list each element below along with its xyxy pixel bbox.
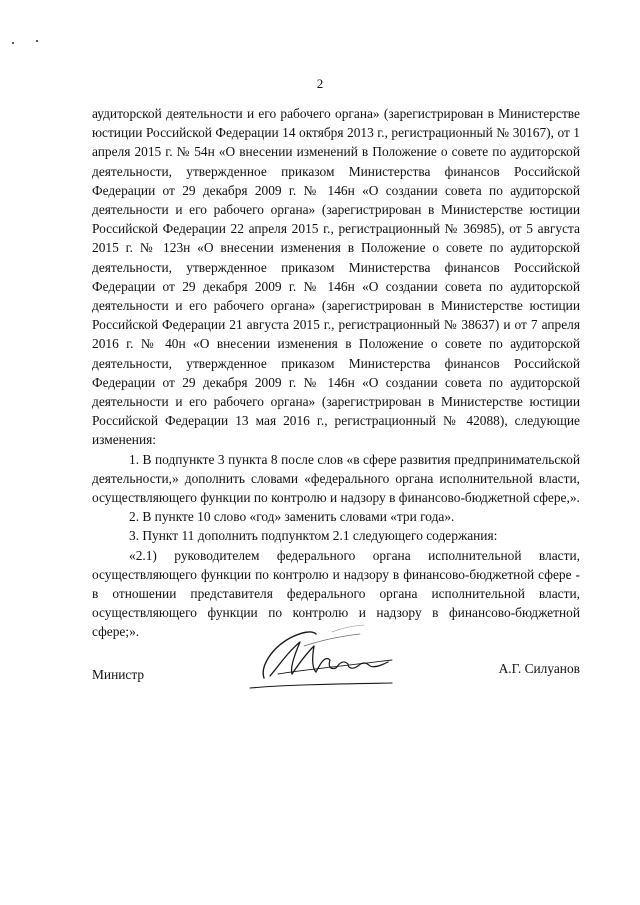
document-body [92,104,580,642]
scan-speck [12,42,14,44]
page-number: 2 [316,76,324,91]
signer-name: А.Г. Силуанов [498,661,580,676]
signer-title: Министр [92,667,145,682]
scan-specks [12,40,42,46]
paragraph-item-2: 2. В пункте 10 слово «год» заменить словами «три года». [129,509,455,525]
paragraph-amendment-list: аудиторской деятельности и его рабочего органа» (зарегистрирован в Министерстве юстиции Российской Федерации 14 октября 2013 г., регистрационный № 30167), от 1 апреля 2015 г. № 54н «О внесении изменений в Положение о совете по аудиторской деятельности, утвержденное приказом Министерства финансов Российской Федерации от 29 декабря 2009 г. № 146н «О создании совета по аудиторской деятельности и его рабочего органа» (зарегистрирован в Министерстве юстиции Российской Федерации 22 апреля 2015 г., регистрационный № 36985), от 5 августа 2015 г. № 123н «О внесении изменения в Положение о совете по аудиторской деятельности, утвержденное приказом Министерства финансов Российской Федерации от 29 декабря 2009 г. № 146н «О создании совета по аудиторской деятельности и его рабочего органа» (зарегистрирован в Министерстве юстиции Российской Федерации 21 августа 2015 г., регистрационный № 38637) и от 7 апреля 2016 г. № 40н «О внесении изменения в Положение о совете по аудиторской деятельности, утвержденное приказом Министерства финансов Российской Федерации от 29 декабря 2009 г. № 146н «О создании совета по аудиторской деятельности и его рабочего органа» (зарегистрирован в Министерстве юстиции Российской Федерации 13 мая 2016 г., регистрационный № 42088), следующие изменения: [92,106,580,448]
paragraph-item-3: 3. Пункт 11 дополнить подпунктом 2.1 следующего содержания: [129,528,498,544]
handwritten-signature [242,616,402,696]
paragraph-subitem-2-1: «2.1) руководителем федерального органа исполнительной власти, осуществляющего функции по контролю и надзору в финансово-бюджетной сфере - в отношении представителя федерального органа исполнительной власти, осуществляющего функции по контролю и надзору в финансово-бюджетной сфере;». [92,547,580,640]
signature-block [92,616,580,706]
scan-speck [36,40,38,42]
paragraph-item-1: 1. В подпункте 3 пункта 8 после слов «в сфере развития предпринимательской деятельности,» дополнить словами «федерального органа исполнительной власти, осуществляющего функции по контролю и надзору в финансово-бюджетной сфере,». [92,451,580,506]
